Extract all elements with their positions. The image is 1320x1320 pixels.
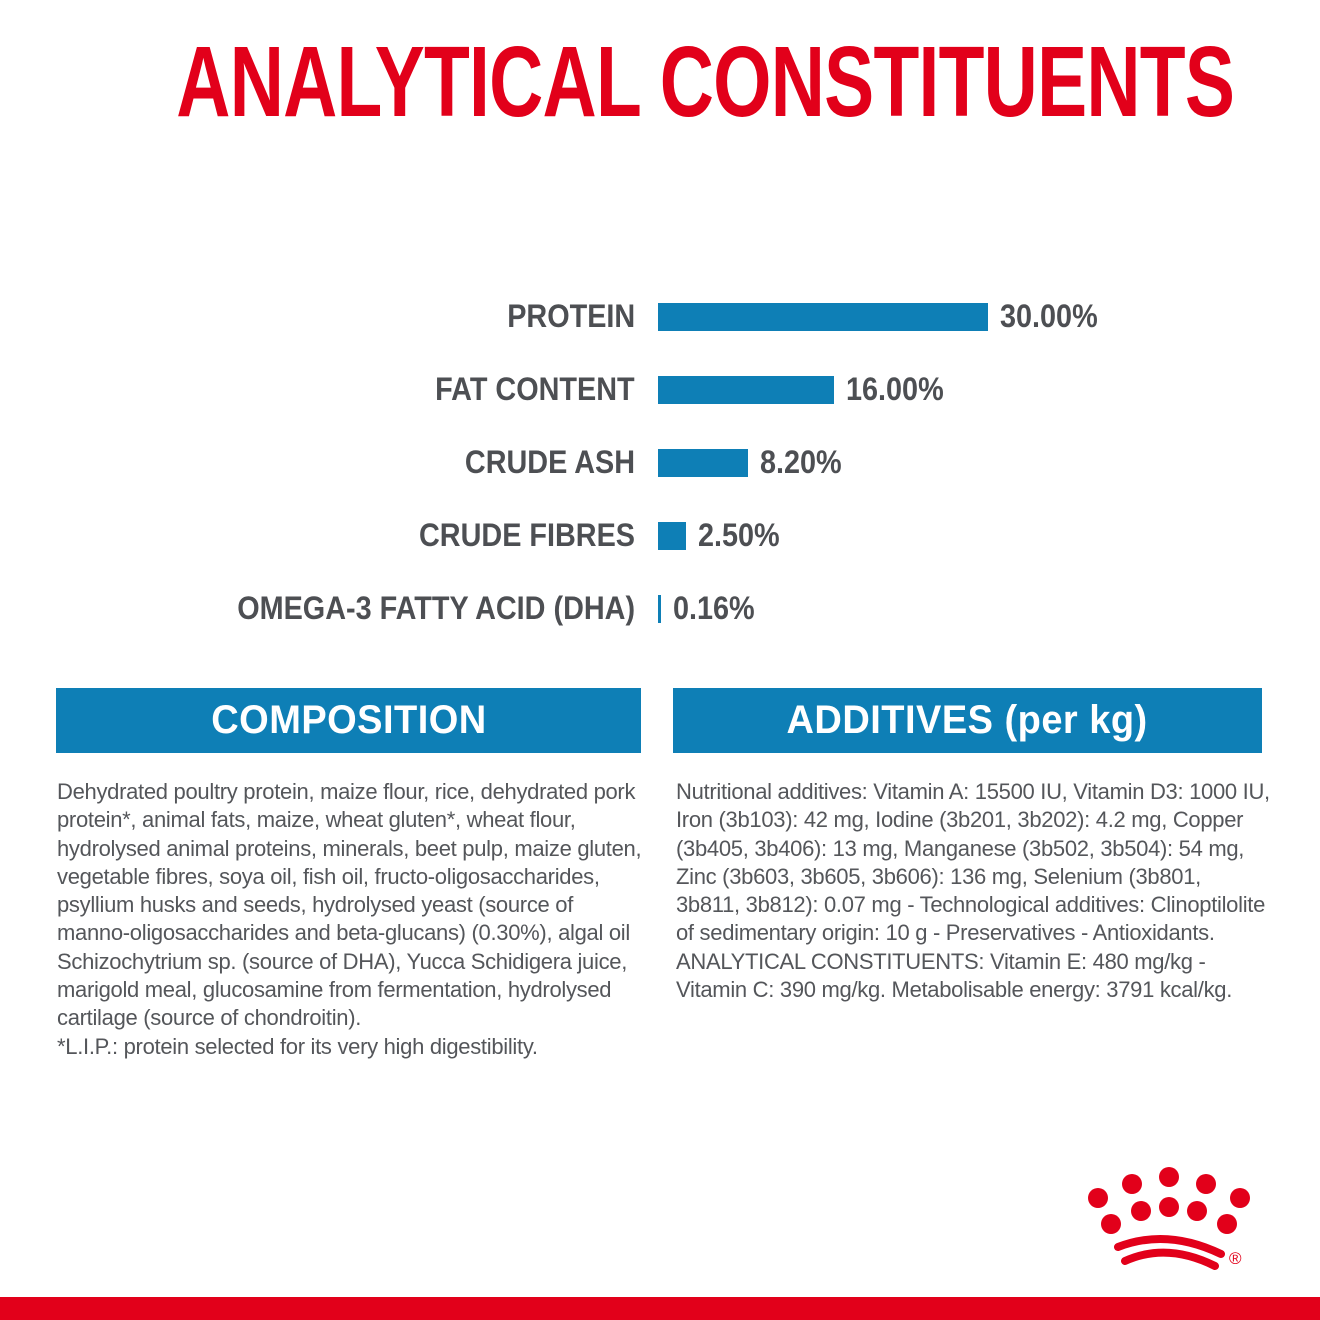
chart-label-cell (0, 444, 635, 481)
chart-bar (658, 376, 834, 404)
chart-bar (658, 303, 988, 331)
royal-canin-crown-logo (1085, 1162, 1263, 1272)
chart-category-label: OMEGA-3 FATTY ACID (DHA) (237, 590, 635, 626)
chart-label-cell (0, 590, 635, 627)
chart-category-label: FAT CONTENT (435, 371, 635, 407)
chart-value-label: 30.00% (1000, 298, 1098, 334)
additives-analytical-text: ANALYTICAL CONSTITUENTS: Vitamin E: 480 mg/kg - Vitamin C: 390 mg/kg. Metabolisable energy: 3791 kcal/kg. (676, 948, 1233, 1003)
chart-bar (658, 595, 661, 623)
composition-header-text: COMPOSITION (210, 698, 487, 742)
additives-header-text: ADDITIVES (per kg) (786, 698, 1149, 742)
crown-dots (1088, 1167, 1250, 1234)
chart-value-label: 16.00% (846, 371, 944, 407)
chart-category-label: PROTEIN (506, 298, 635, 334)
chart-label-cell (0, 298, 635, 335)
chart-bar (658, 522, 686, 550)
chart-row (0, 572, 1180, 645)
crown-arcs (1118, 1239, 1221, 1266)
chart-row (0, 353, 1180, 426)
additives-header-banner (673, 688, 1262, 753)
chart-bar (658, 449, 748, 477)
chart-value-label: 2.50% (697, 517, 780, 553)
chart-label-cell (0, 517, 635, 554)
chart-row (0, 499, 1180, 572)
registered-trademark-symbol: ® (1229, 1249, 1242, 1268)
additives-body-text: Nutritional additives: Vitamin A: 15500 IU, Vitamin D3: 1000 IU, Iron (3b103): 42 mg, Iodine (3b201, 3b202): 4.2 mg, Copper (3b405, 3b406): 13 mg, Manganese (3b502, 3b504): 54 mg, Zinc (3b603, 3b605, 3b606): 136 mg, Selenium (3b801, 3b811, 3b812): 0.07 mg - Technological additives: Clinoptilolite of sedimentary origin: 10 g - Preservatives - Antioxidants. (676, 779, 1270, 946)
chart-row (0, 426, 1180, 499)
chart-value-label: 0.16% (673, 590, 755, 626)
chart-row (0, 280, 1180, 353)
chart-value-label: 8.20% (760, 444, 842, 480)
bottom-red-bar (0, 1297, 1320, 1320)
chart-label-cell (0, 371, 635, 408)
composition-section (57, 778, 647, 1061)
analytical-constituents-chart (0, 280, 1180, 645)
page-title (0, 26, 1320, 138)
composition-header-banner (56, 688, 641, 753)
page-title-text: ANALYTICAL CONSTITUENTS (176, 26, 1235, 138)
additives-section (676, 778, 1270, 1004)
chart-category-label: CRUDE FIBRES (418, 517, 635, 553)
composition-footnote-text: *L.I.P.: protein selected for its very high digestibility. (57, 1033, 538, 1059)
composition-body-text: Dehydrated poultry protein, maize flour, rice, dehydrated pork protein*, animal fats, maize, wheat gluten*, wheat flour, hydrolysed animal proteins, minerals, beet pulp, maize gluten, vegetable fibres, soya oil, fish oil, fructo-oligosaccharides, psyllium husks and seeds, hydrolysed yeast (source of manno-oligosaccharides and beta-glucans) (0.30%), algal oil Schizochytrium sp. (source of DHA), Yucca Schidigera juice, marigold meal, glucosamine from fermentation, hydrolysed cartilage (source of chondroitin). (57, 779, 642, 1031)
chart-category-label: CRUDE ASH (464, 444, 635, 480)
